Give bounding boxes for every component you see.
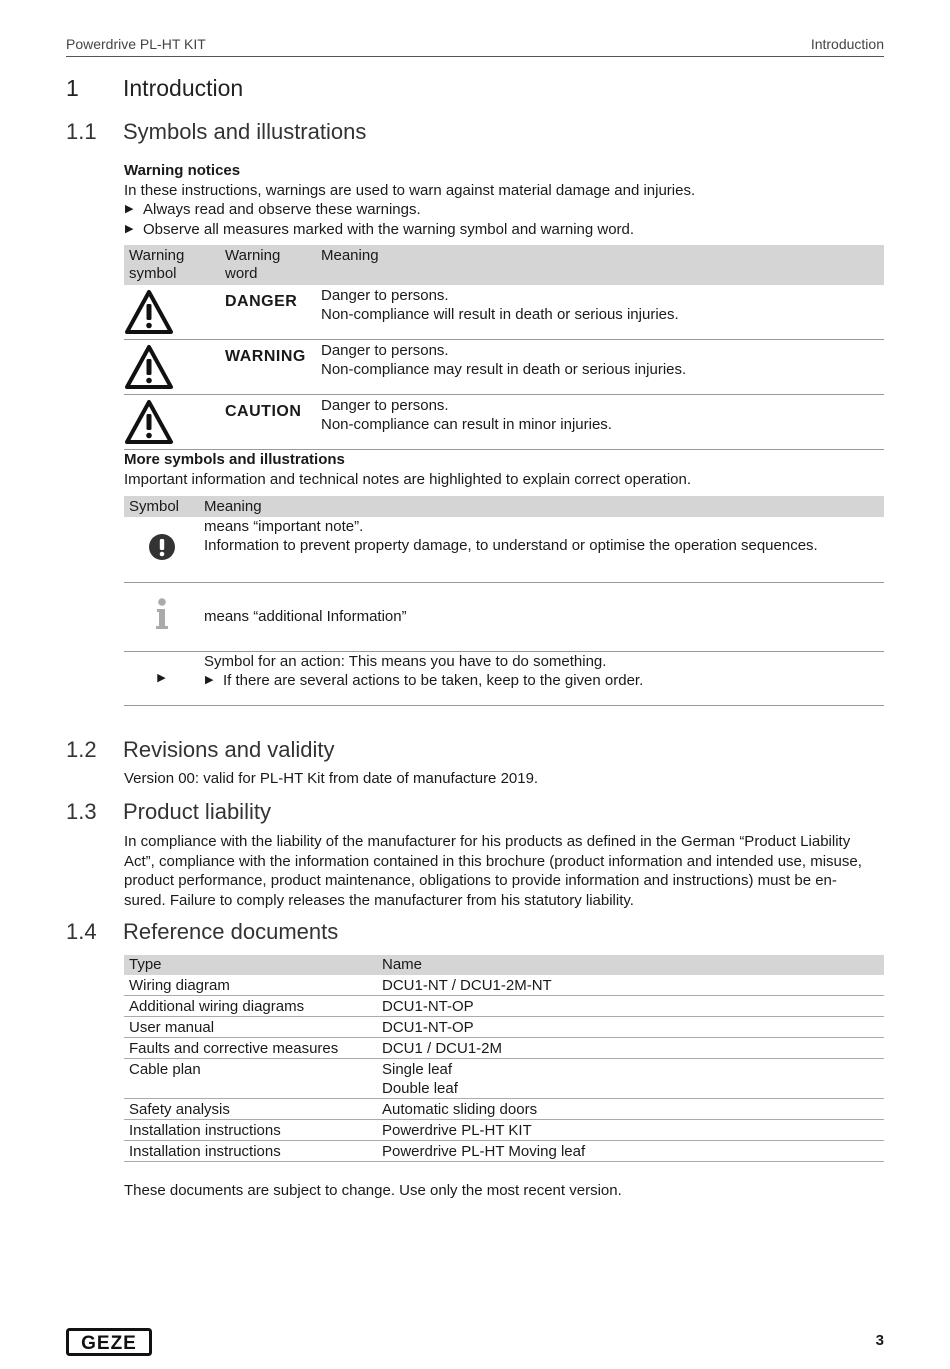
section-title: Revisions and validity (123, 737, 335, 762)
bullet-item: ▶ If there are several actions to be taken, keep to the given order. (205, 671, 644, 689)
warning-triangle-icon (124, 340, 220, 395)
bullet-item: ▶ Observe all measures marked with the warning symbol and warning word. (125, 220, 635, 238)
col-warning-word: Warning word (220, 245, 316, 285)
page-number: 3 (875, 1332, 884, 1349)
section-number: 1.4 (66, 919, 97, 944)
more-symbols-intro: Important information and technical notes are highlighted to explain correct operation. (124, 470, 692, 488)
section-number: 1.1 (66, 119, 97, 144)
geze-logo (66, 1328, 152, 1361)
meaning-cell: means “additional Information” (199, 582, 884, 651)
action-triangle-icon: ▶ (124, 651, 199, 705)
more-symbols-block (124, 450, 884, 489)
table-header-row (124, 245, 884, 285)
symbols-table (124, 496, 884, 706)
table-row: Faults and corrective measures DCU1 / DCU1-2M (124, 1038, 884, 1059)
svg-text:GEZE: GEZE (81, 1333, 137, 1354)
table-row: Additional wiring diagrams DCU1-NT-OP (124, 996, 884, 1017)
col-meaning: Meaning (316, 245, 884, 285)
warning-word: WARNING (220, 340, 316, 395)
chapter-number: 1 (66, 75, 79, 101)
section-number: 1.2 (66, 737, 97, 762)
header-section-title: Introduction (810, 36, 884, 52)
warning-notices-heading: Warning notices (124, 162, 241, 179)
section-title: Symbols and illustrations (123, 119, 367, 144)
table-row (124, 340, 884, 395)
reference-documents-table (124, 955, 884, 1162)
table-row: Installation instructions Powerdrive PL-HT Moving leaf (124, 1141, 884, 1162)
meaning-cell: Danger to persons. Non-compliance can result in minor injuries. (316, 395, 884, 450)
col-symbol: Symbol (124, 496, 199, 517)
section-title: Reference documents (123, 919, 339, 944)
bullet-triangle-icon: ▶ (125, 203, 134, 215)
revision-text: Version 00: valid for PL-HT Kit from date of manufacture 2019. (124, 770, 539, 787)
table-row: Cable plan Single leaf Double leaf (124, 1059, 884, 1099)
meaning-cell: Symbol for an action: This means you have to do something. ▶ If there are several actions to be taken, keep to the given order. (199, 651, 884, 705)
warning-word: CAUTION (220, 395, 316, 450)
section-title: Product liability (123, 799, 271, 824)
table-header-row (124, 496, 884, 517)
table-row (124, 285, 884, 340)
liability-paragraph: In compliance with the liability of the manufacturer for his products as defined in the German “Product Liability Act”, compliance with the information contained in this brochure (product information and intended use, misuse, product performance, product maintenance, obligations to provide information and instructions) must be en- sured. Failure to comply releases the manufacturer from his statutory liability. (124, 833, 862, 909)
table-row: Wiring diagram DCU1-NT / DCU1-2M-NT (124, 975, 884, 996)
table-row (124, 582, 884, 651)
table-header-row (124, 955, 884, 975)
more-symbols-heading: More symbols and illustrations (124, 451, 345, 468)
col-type: Type (124, 955, 377, 975)
page-header (66, 36, 884, 57)
warning-triangle-icon (124, 395, 220, 450)
table-row: User manual DCU1-NT-OP (124, 1017, 884, 1038)
col-warning-symbol: Warning symbol (124, 245, 220, 285)
bullet-item: ▶ Always read and observe these warnings. (125, 201, 421, 218)
meaning-cell: Danger to persons. Non-compliance will result in death or serious injuries. (316, 285, 884, 340)
table-row (124, 395, 884, 450)
reference-note: These documents are subject to change. Use only the most recent version. (124, 1182, 622, 1199)
table-row (124, 517, 884, 582)
info-icon (124, 582, 199, 651)
col-name: Name (377, 955, 884, 975)
warning-word: DANGER (220, 285, 316, 340)
chapter-title: Introduction (123, 75, 244, 101)
important-note-icon (124, 517, 199, 582)
table-row (124, 651, 884, 705)
bullet-triangle-icon: ▶ (205, 673, 214, 686)
meaning-cell: means “important note”. Information to prevent property damage, to understand or optimise the operation sequences. (199, 517, 884, 582)
header-doc-title: Powerdrive PL-HT KIT (66, 36, 206, 52)
bullet-triangle-icon: ▶ (125, 222, 134, 235)
section-number: 1.3 (66, 799, 97, 824)
col-meaning: Meaning (199, 496, 884, 517)
table-row: Installation instructions Powerdrive PL-HT KIT (124, 1120, 884, 1141)
warning-notices-intro: In these instructions, warnings are used to warn against material damage and injuries. (124, 181, 696, 199)
meaning-cell: Danger to persons. Non-compliance may result in death or serious injuries. (316, 340, 884, 395)
warning-triangle-icon (124, 285, 220, 340)
warning-notices-block (124, 161, 884, 239)
warning-table (124, 245, 884, 450)
table-row: Safety analysis Automatic sliding doors (124, 1099, 884, 1120)
